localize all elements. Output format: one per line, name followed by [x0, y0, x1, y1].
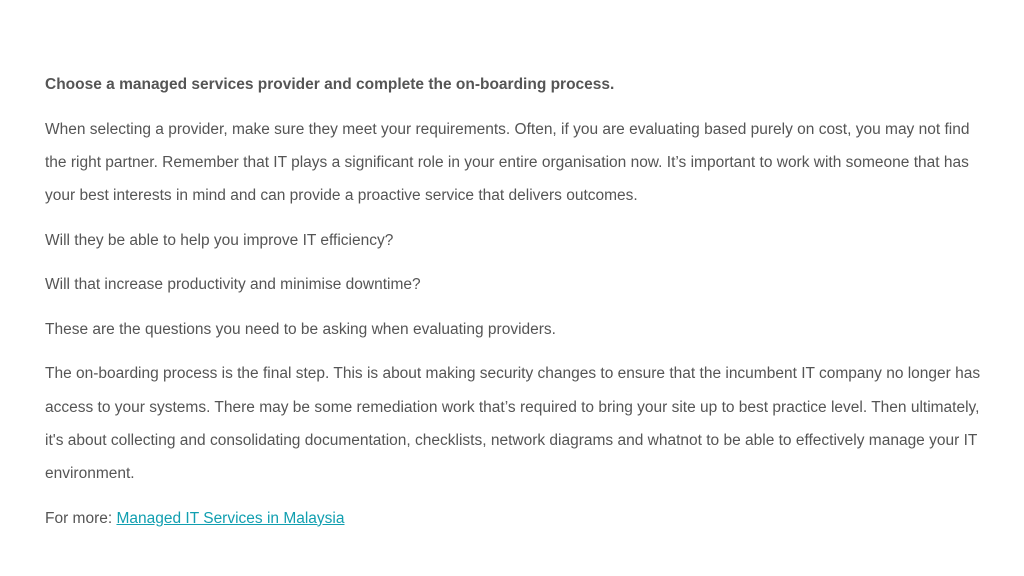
section-heading: Choose a managed services provider and complete the on-boarding process.: [45, 76, 615, 93]
footer-prefix: For more:: [45, 509, 117, 527]
paragraph-onboarding: The on-boarding process is the final step. This is about making security changes to ensure that the incumbent IT company no longer has access to your systems. There may be some remediation work that’s required to bring your site up to best practice level. Then ultimately, it's about collecting and consolidating documentation, checklists, network diagrams and whatnot to be able to effectively manage your IT environment.: [45, 365, 981, 482]
footer-line: [45, 502, 995, 535]
question-productivity: Will that increase productivity and minimise downtime?: [45, 276, 421, 294]
question-efficiency: Will they be able to help you improve IT efficiency?: [45, 231, 394, 249]
managed-it-services-link[interactable]: Managed IT Services in Malaysia: [116, 509, 345, 527]
paragraph-provider-selection: When selecting a provider, make sure they meet your requirements. Often, if you are evaluating based purely on cost, you may not find the right partner. Remember that IT plays a significant role in your entire organisation now. It’s important to work with someone that has your best interests in mind and can provide a proactive service that delivers outcomes.: [45, 120, 970, 204]
article-body: [45, 68, 995, 546]
paragraph-evaluation-note: These are the questions you need to be asking when evaluating providers.: [45, 320, 556, 338]
